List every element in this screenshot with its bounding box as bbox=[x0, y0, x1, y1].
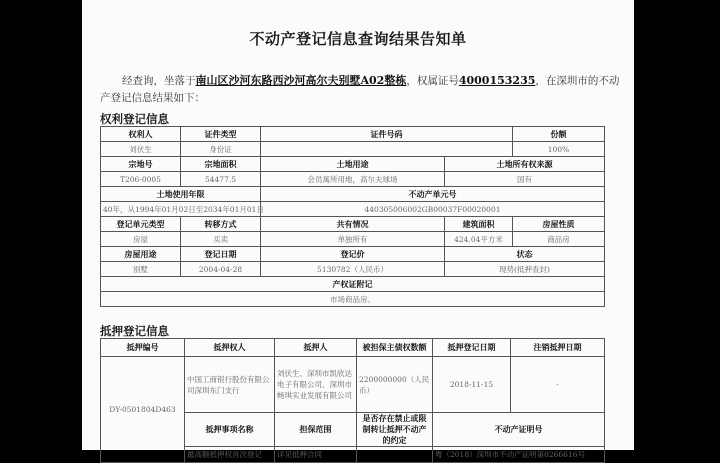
value-build-area: 424.04平方米 bbox=[445, 232, 513, 247]
value-cancel-date: - bbox=[511, 357, 605, 413]
header-land-term: 土地使用年限 bbox=[101, 187, 261, 202]
header-land-use: 土地用途 bbox=[261, 157, 445, 172]
value-reg-date: 2004-04-28 bbox=[181, 262, 261, 277]
header-unit-no: 不动产单元号 bbox=[261, 187, 605, 202]
value-reg-unit-type: 房屋 bbox=[101, 232, 181, 247]
value-cert: 粤（2018）深圳市不动产证明第0266616号 bbox=[433, 447, 605, 463]
value-transfer: 买卖 bbox=[181, 232, 261, 247]
header-id-type: 证件类型 bbox=[181, 127, 261, 142]
rights-table bbox=[100, 126, 605, 307]
header-status: 状态 bbox=[445, 247, 605, 262]
header-id-number: 证件号码 bbox=[261, 127, 513, 142]
document-title: 不动产登记信息查询结果告知单 bbox=[249, 30, 467, 48]
value-parcel-area: 54477.5 bbox=[181, 172, 261, 187]
header-house-use: 房屋用途 bbox=[101, 247, 181, 262]
header-transfer: 转移方式 bbox=[181, 217, 261, 232]
table-row bbox=[101, 142, 605, 157]
header-parcel-area: 宗地面积 bbox=[181, 157, 261, 172]
rights-section-title: 权利登记信息 bbox=[100, 112, 169, 126]
value-amount: 2200000000（人民币） bbox=[357, 357, 433, 413]
header-mortgagee: 抵押权人 bbox=[185, 339, 275, 357]
header-reg-price: 登记价 bbox=[261, 247, 445, 262]
header-scope: 担保范围 bbox=[275, 413, 357, 447]
value-co-own: 单独所有 bbox=[261, 232, 445, 247]
header-notes: 产权证附记 bbox=[101, 277, 605, 292]
table-row bbox=[101, 172, 605, 187]
value-id-number bbox=[261, 142, 513, 157]
table-row bbox=[101, 247, 605, 262]
table-row bbox=[101, 187, 605, 202]
header-cancel-date: 注销抵押日期 bbox=[511, 339, 605, 357]
value-land-term: 40年，从1994年01月02日至2034年01月01日 bbox=[101, 202, 261, 217]
table-row bbox=[101, 277, 605, 292]
intro-prefix: 经查询，坐落于 bbox=[122, 75, 196, 87]
value-mortgage-reg-date: 2018-11-15 bbox=[433, 357, 511, 413]
value-land-owner: 国有 bbox=[445, 172, 605, 187]
value-land-use: 会员寓所用地，高尔夫球场 bbox=[261, 172, 445, 187]
header-holder: 权利人 bbox=[101, 127, 181, 142]
value-agreement bbox=[357, 447, 433, 463]
header-mortgage-reg-date: 抵押登记日期 bbox=[433, 339, 511, 357]
value-status: 现势(抵押查封) bbox=[445, 262, 605, 277]
header-share: 份额 bbox=[513, 127, 605, 142]
mortgage-section-title: 抵押登记信息 bbox=[100, 324, 169, 338]
value-share: 100% bbox=[513, 142, 605, 157]
header-co-own: 共有情况 bbox=[261, 217, 445, 232]
property-address: 南山区沙河东路西沙河高尔夫别墅A02整栋 bbox=[195, 74, 407, 87]
header-build-area: 建筑面积 bbox=[445, 217, 513, 232]
value-reg-price: 5130782（人民币） bbox=[261, 262, 445, 277]
intro-mid: ，权属证号 bbox=[406, 75, 459, 87]
header-agreement: 是否存在禁止或限制转让抵押不动产的约定 bbox=[357, 413, 433, 447]
value-scope: 详见抵押合同 bbox=[275, 447, 357, 463]
intro-suffix: ，在深圳市的不动产登记信息结果如下： bbox=[100, 75, 620, 104]
value-items: 最高额抵押权首次登记 bbox=[185, 447, 275, 463]
value-notes: 市场商品房。 bbox=[101, 292, 605, 307]
header-reg-date: 登记日期 bbox=[181, 247, 261, 262]
header-land-owner: 土地所有权来源 bbox=[445, 157, 605, 172]
header-mortgage-no: 抵押编号 bbox=[101, 339, 185, 357]
header-parcel-no: 宗地号 bbox=[101, 157, 181, 172]
header-reg-unit-type: 登记单元类型 bbox=[101, 217, 181, 232]
document-page bbox=[82, 0, 634, 459]
table-row bbox=[101, 217, 605, 232]
table-row bbox=[101, 357, 605, 413]
value-holder: 刘伏生 bbox=[101, 142, 181, 157]
intro-paragraph bbox=[100, 72, 620, 107]
value-mortgagee: 中国工商银行股份有限公司深圳东门支行 bbox=[185, 357, 275, 413]
value-house-use: 别墅 bbox=[101, 262, 181, 277]
value-house-nature: 商品房 bbox=[513, 232, 605, 247]
header-house-nature: 房屋性质 bbox=[513, 217, 605, 232]
header-cert: 不动产证明号 bbox=[433, 413, 605, 447]
table-row bbox=[101, 339, 605, 357]
table-row bbox=[101, 262, 605, 277]
header-mortgagor: 抵押人 bbox=[275, 339, 357, 357]
header-amount: 被担保主债权数额 bbox=[357, 339, 433, 357]
table-row bbox=[101, 157, 605, 172]
mortgage-table bbox=[100, 338, 605, 463]
table-row bbox=[101, 292, 605, 307]
header-items: 抵押事项名称 bbox=[185, 413, 275, 447]
value-unit-no: 440305006002GB00037F00020001 bbox=[261, 202, 605, 217]
value-parcel-no: T206-0005 bbox=[101, 172, 181, 187]
table-row bbox=[101, 202, 605, 217]
value-mortgagor: 刘伏生、深圳市凯欣达电子有限公司、深圳市畅琪实业发展有限公司 bbox=[275, 357, 357, 413]
certificate-number: 4000153235 bbox=[458, 74, 536, 87]
table-row bbox=[101, 232, 605, 247]
value-mortgage-no: DY-0501804D463 bbox=[101, 357, 185, 463]
value-id-type: 身份证 bbox=[181, 142, 261, 157]
table-row bbox=[101, 127, 605, 142]
